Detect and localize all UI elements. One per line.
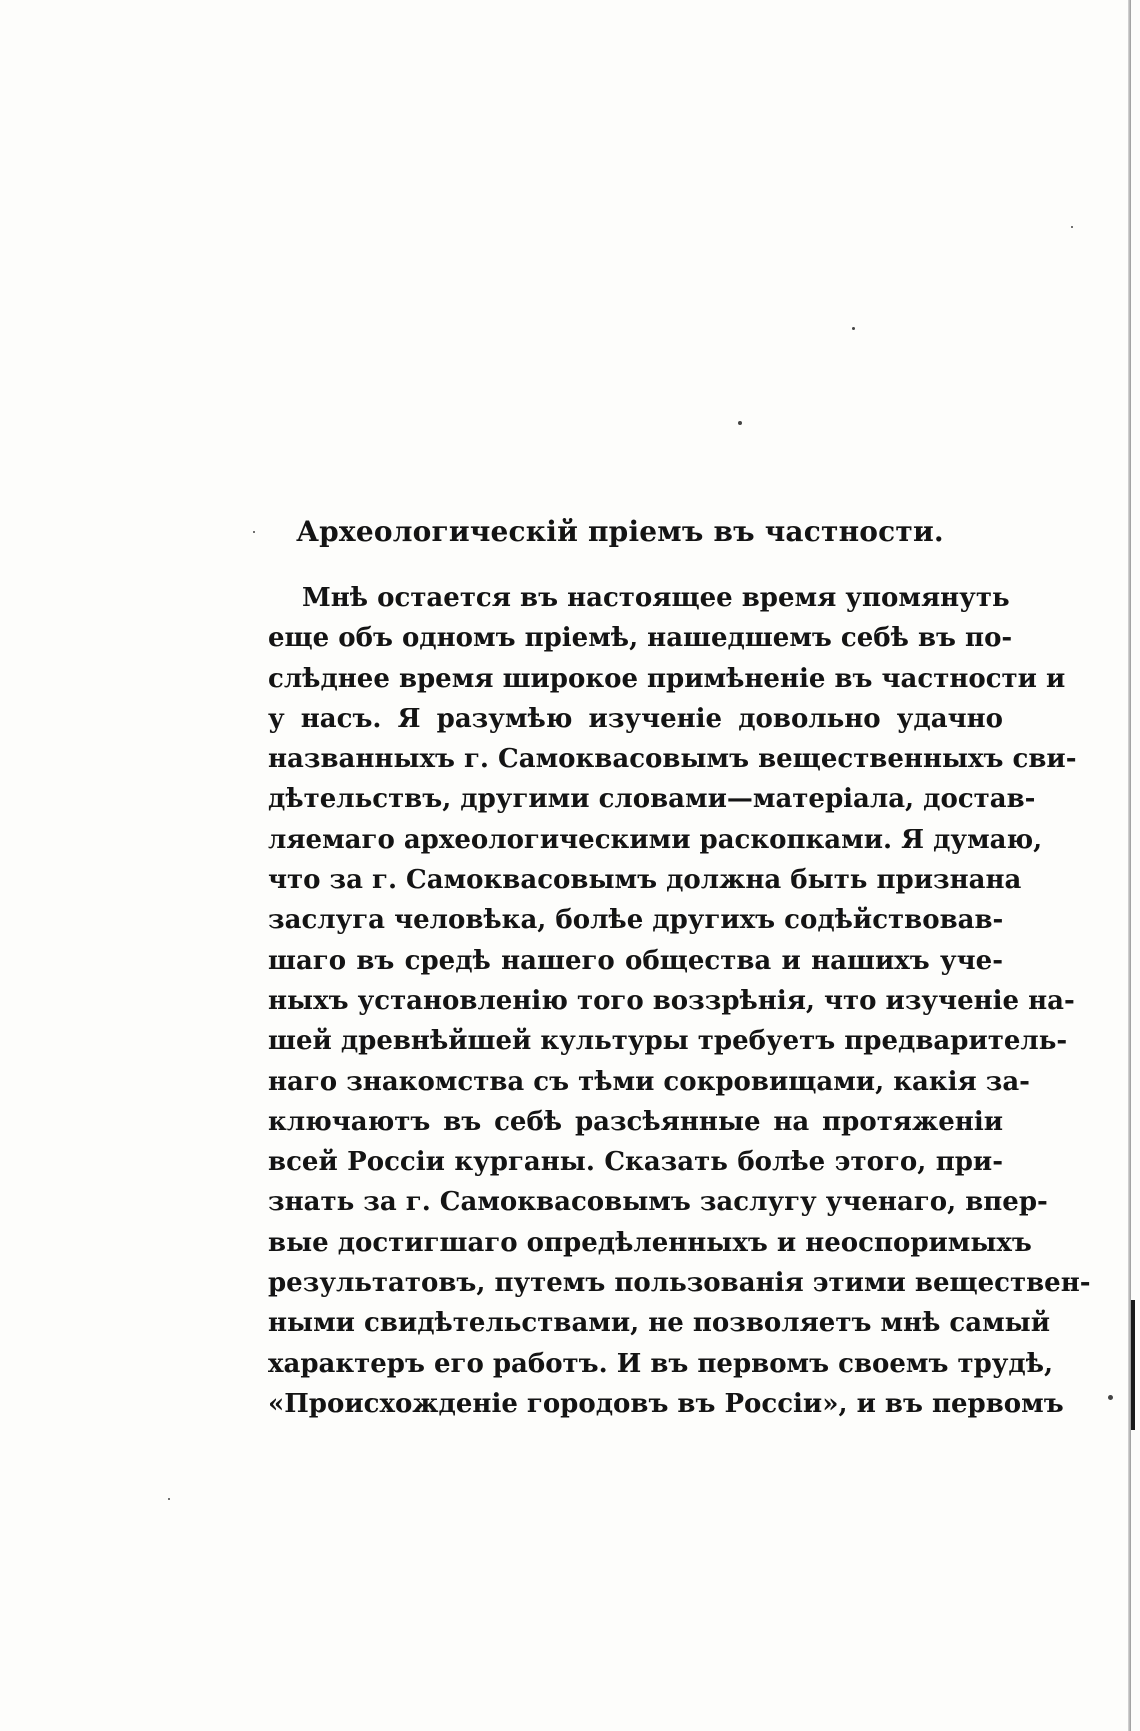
text-line: наго знакомства съ тѣми сокровищами, какія за- [268, 1066, 1030, 1097]
section-heading: Археологическій пріемъ въ частности. [296, 515, 944, 548]
text-line: шей древнѣйшей культуры требуетъ предваритель- [268, 1026, 1068, 1057]
text-line: ляемаго археологическими раскопками. Я думаю, [268, 824, 1043, 855]
page-edge [1128, 0, 1131, 1731]
text-line: ныхъ установленію того воззрѣнія, что изученіе на- [268, 985, 1075, 1016]
page-edge-shadow [1131, 1300, 1135, 1430]
scan-speck [1071, 226, 1073, 228]
text-line: ными свидѣтельствами, не позволяетъ мнѣ самый [268, 1308, 1051, 1339]
text-line: шаго въ средѣ нашего общества и нашихъ уче- [268, 945, 1003, 976]
text-line: заслуга человѣка, болѣе другихъ содѣйствовав- [268, 905, 1004, 936]
text-line: Мнѣ остается въ настоящее время упомянуть [302, 583, 1010, 613]
scan-speck [253, 531, 255, 533]
text-line: «Происхожденіе городовъ въ Россіи», и въ первомъ [268, 1388, 1064, 1419]
text-line: еще объ одномъ пріемѣ, нашедшемъ себѣ въ по- [268, 623, 1013, 654]
text-line: что за г. Самоквасовымъ должна быть признана [268, 865, 1022, 896]
text-line: у насъ. Я разумѣю изученіе довольно удачно [268, 703, 1003, 734]
text-line: дѣтельствъ, другими словами—матеріала, достав- [268, 784, 1036, 815]
scan-speck [168, 1498, 170, 1500]
text-line: ключаютъ въ себѣ разсѣянные на протяженіи [268, 1106, 1003, 1137]
body-paragraph [268, 578, 1091, 1424]
scan-speck [852, 327, 855, 330]
scan-speck [738, 421, 742, 425]
text-line: результатовъ, путемъ пользованія этими веществен- [268, 1268, 1091, 1299]
text-line: вые достигшаго опредѣленныхъ и неоспоримыхъ [268, 1227, 1032, 1258]
text-line: всей Россіи курганы. Сказать болѣе этого, при- [268, 1147, 1003, 1178]
text-line: слѣднее время широкое примѣненіе въ частности и [268, 663, 1066, 694]
scan-speck [1108, 1395, 1113, 1400]
text-line: знать за г. Самоквасовымъ заслугу ученаго, впер- [268, 1187, 1048, 1218]
text-line: характеръ его работъ. И въ первомъ своемъ трудѣ, [268, 1348, 1054, 1379]
text-line: названныхъ г. Самоквасовымъ вещественныхъ сви- [268, 744, 1077, 775]
